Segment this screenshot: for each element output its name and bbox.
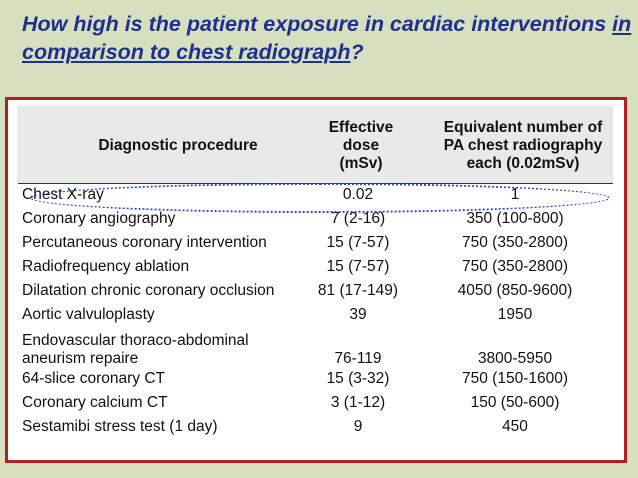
row-procedure: Dilatation chronic coronary occlusion xyxy=(22,282,275,299)
table-row xyxy=(8,370,624,394)
row-procedure: Coronary angiography xyxy=(22,210,176,227)
row-dose: 0.02 xyxy=(342,186,374,203)
row-dose: 3 (1-12) xyxy=(330,394,386,411)
table-row xyxy=(8,210,624,234)
row-dose: 15 (7-57) xyxy=(326,234,390,251)
row-equivalent: 350 (100-800) xyxy=(466,210,564,227)
table-row xyxy=(8,282,624,306)
table-row xyxy=(8,234,624,258)
row-procedure: 64-slice coronary CT xyxy=(22,370,165,387)
row-dose: 15 (7-57) xyxy=(326,258,390,275)
row-dose: 9 xyxy=(353,418,363,435)
row-procedure: Endovascular thoraco-abdominal aneurism repaire xyxy=(22,332,249,367)
dose-table xyxy=(5,97,627,463)
slide-title xyxy=(22,10,632,66)
title-underlined: in comparison to chest radiograph xyxy=(22,12,632,64)
row-equivalent: 4050 (850-9600) xyxy=(457,282,573,299)
row-equivalent: 450 xyxy=(502,418,528,435)
row-equivalent: 150 (50-600) xyxy=(470,394,560,411)
row-equivalent: 1 xyxy=(510,186,520,203)
row-procedure: Chest X-ray xyxy=(22,186,104,203)
row-procedure: Percutaneous coronary intervention xyxy=(22,234,267,251)
header-equivalent: Equivalent number of PA chest radiography each (0.02mSv) xyxy=(443,119,603,172)
row-equivalent: 750 (350-2800) xyxy=(462,234,568,251)
table-row xyxy=(8,306,624,330)
row-procedure: Radiofrequency ablation xyxy=(22,258,190,275)
row-equivalent: 750 (350-2800) xyxy=(462,258,568,275)
table-row xyxy=(8,394,624,418)
row-dose: 7 (2-16) xyxy=(330,210,386,227)
row-dose: 39 xyxy=(349,306,367,323)
title-text: How high is the patient exposure in cardiac interventions xyxy=(22,12,613,36)
table-row xyxy=(8,332,624,372)
row-procedure: Sestamibi stress test (1 day) xyxy=(22,418,218,435)
row-equivalent: 3800-5950 xyxy=(477,350,553,367)
title-end: ? xyxy=(350,40,364,64)
row-dose: 76-119 xyxy=(334,350,382,367)
row-dose: 15 (3-32) xyxy=(326,370,390,387)
row-equivalent: 1950 xyxy=(497,306,533,323)
row-procedure: Aortic valvuloplasty xyxy=(22,306,155,323)
table-row xyxy=(8,418,624,442)
row-procedure: Coronary calcium CT xyxy=(22,394,168,411)
row-equivalent: 750 (150-1600) xyxy=(462,370,568,387)
chest-xray-highlight xyxy=(30,183,610,213)
row-dose: 81 (17-149) xyxy=(317,282,399,299)
table-row xyxy=(8,258,624,282)
header-procedure: Diagnostic procedure xyxy=(98,137,258,154)
header-dose: Effective dose (mSv) xyxy=(328,119,394,172)
